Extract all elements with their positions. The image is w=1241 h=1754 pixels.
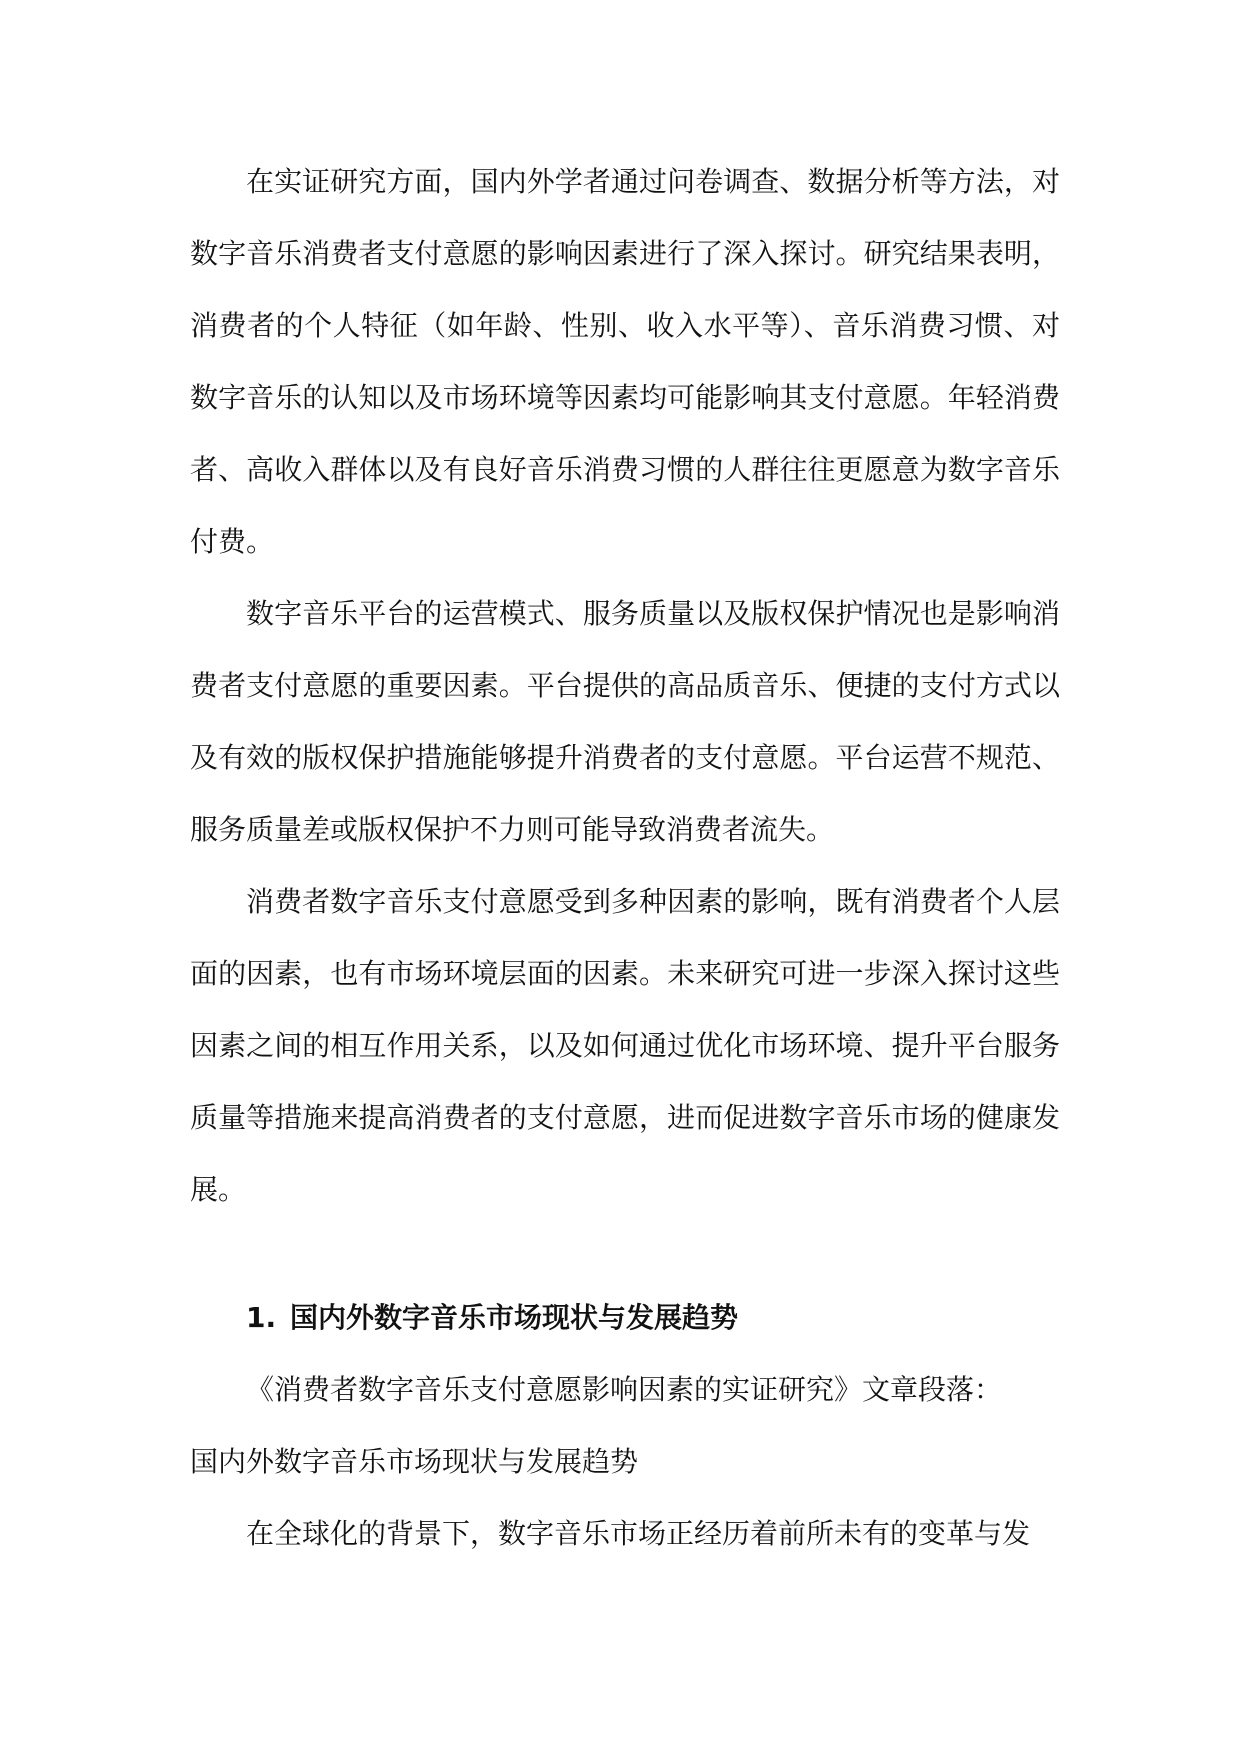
section-number: 1. [246,1301,277,1334]
paragraph-summary: 消费者数字音乐支付意愿受到多种因素的影响，既有消费者个人层面的因素，也有市场环境层面的因素。未来研究可进一步深入探讨这些因素之间的相互作用关系，以及如何通过优化市场环境、提升平台服务质量等措施来提高消费者的支付意愿，进而促进数字音乐市场的健康发展。 [190,885,1060,1206]
intro-line: 《消费者数字音乐支付意愿影响因素的实证研究》文章段落： [246,1373,1003,1406]
subtitle-line: 国内外数字音乐市场现状与发展趋势 [190,1445,639,1478]
paragraph-platform-factors: 数字音乐平台的运营模式、服务质量以及版权保护情况也是影响消费者支付意愿的重要因素。平台提供的高品质音乐、便捷的支付方式以及有效的版权保护措施能够提升消费者的支付意愿。平台运营不规范、服务质量差或版权保护不力则可能导致消费者流失。 [190,597,1060,846]
document-body [190,146,1060,1570]
paragraph-globalization: 在全球化的背景下，数字音乐市场正经历着前所未有的变革与发 [246,1517,1031,1550]
paragraph-empirical-research: 在实证研究方面，国内外学者通过问卷调查、数据分析等方法，对数字音乐消费者支付意愿的影响因素进行了深入探讨。研究结果表明，消费者的个人特征（如年龄、性别、收入水平等）、音乐消费习惯、对数字音乐的认知以及市场环境等因素均可能影响其支付意愿。年轻消费者、高收入群体以及有良好音乐消费习惯的人群往往更愿意为数字音乐付费。 [190,165,1060,558]
section-heading [190,1282,1060,1354]
section-title: 国内外数字音乐市场现状与发展趋势 [290,1301,739,1334]
